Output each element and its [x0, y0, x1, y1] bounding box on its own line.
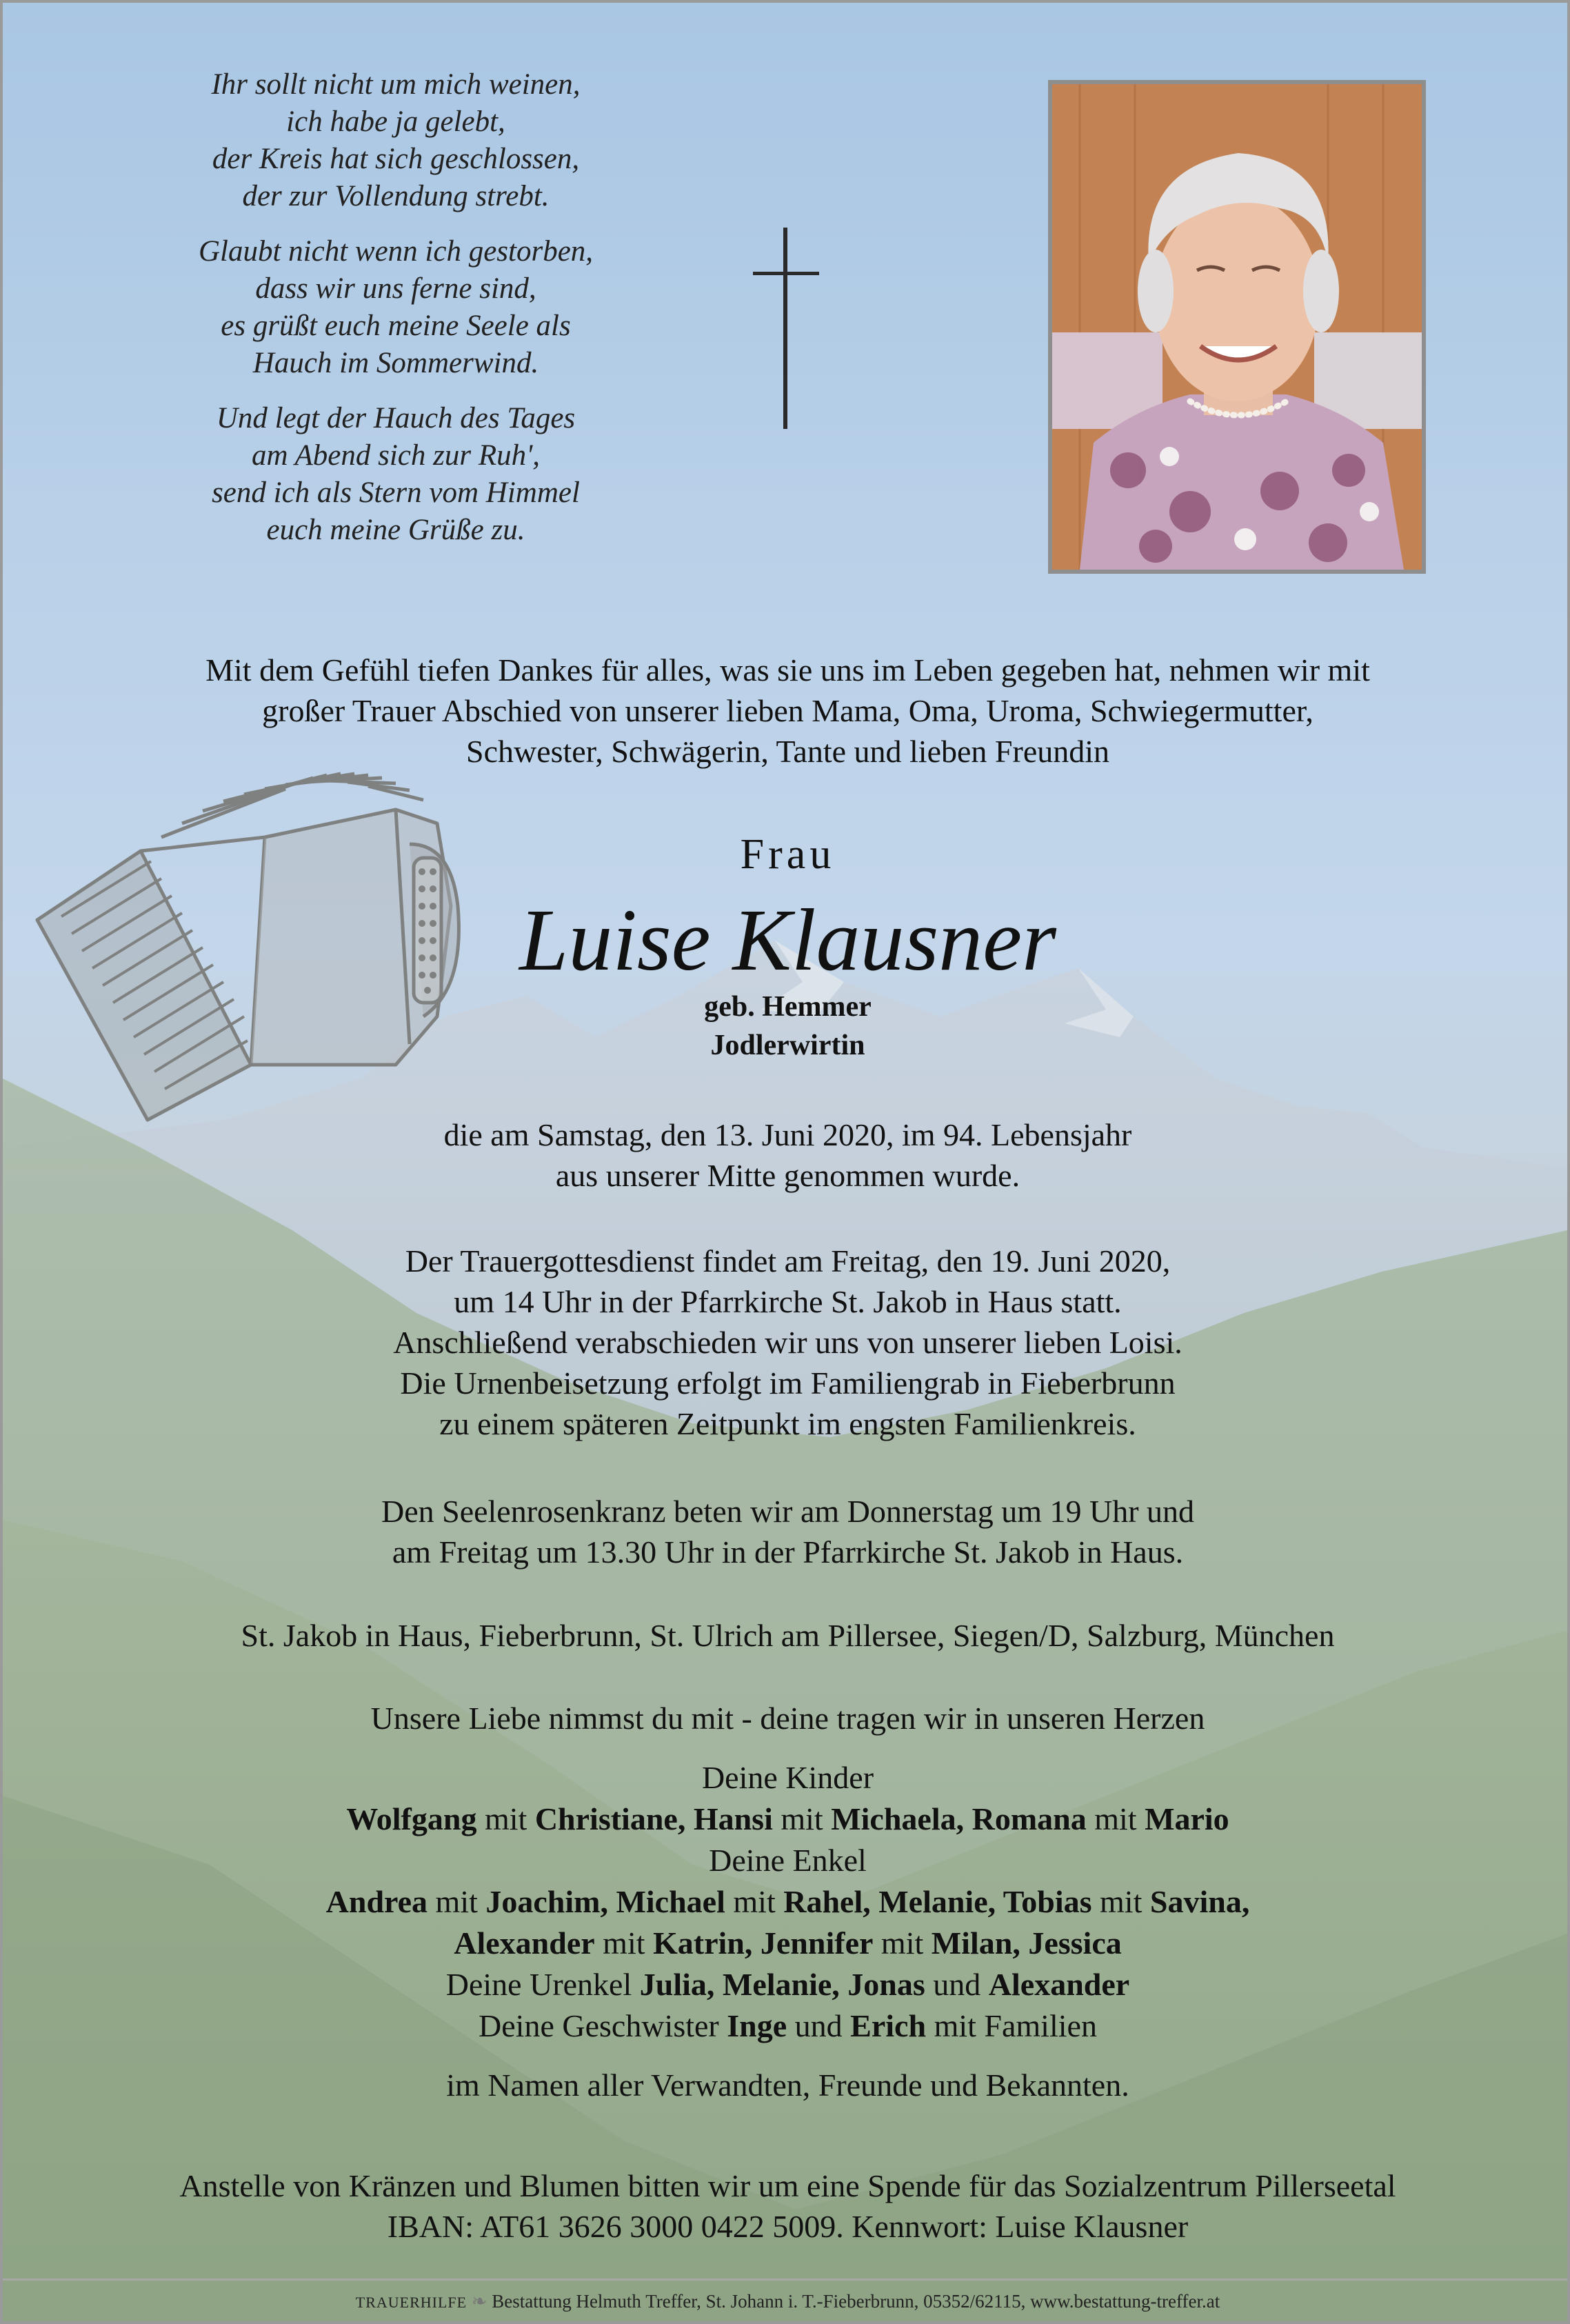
poem-line: euch meine Grüße zu. [266, 514, 525, 546]
intro-line: Mit dem Gefühl tiefen Dankes für alles, was sie uns im Leben gegeben hat, nehmen wir mit [205, 652, 1370, 688]
death-line: aus unserer Mitte genommen wurde. [555, 1158, 1020, 1193]
service-line: um 14 Uhr in der Pfarrkirche St. Jakob in Haus statt. [454, 1284, 1122, 1319]
family-member-name: Savina, [1149, 1884, 1250, 1919]
family-member-name: Alexander [454, 1925, 595, 1961]
family-connector: Deine Geschwister [479, 2008, 727, 2043]
grandchildren-label: Deine Enkel [709, 1843, 867, 1878]
poem-line: send ich als Stern vom Himmel [212, 477, 580, 509]
grandchildren-line [44, 1881, 1531, 1923]
family-member-name: Joachim, Michael [485, 1884, 725, 1919]
family-member-name: Wolfgang [346, 1801, 477, 1836]
family-member-name: Alexander [988, 1967, 1130, 2002]
poem [120, 66, 672, 567]
donation-notice [44, 2165, 1531, 2247]
family-member-name: Erich [850, 2008, 927, 2043]
family-member-name: Katrin, Jennifer [653, 1925, 874, 1961]
rosary-line: am Freitag um 13.30 Uhr in der Pfarrkirche St. Jakob in Haus. [392, 1534, 1184, 1570]
poem-stanza [120, 400, 672, 549]
deceased-name: Luise Klausner [519, 891, 1056, 989]
family-connector: mit [476, 1801, 535, 1836]
birth-name-block [44, 988, 1531, 1065]
relatives-line: im Namen aller Verwandten, Freunde und Bekannten. [446, 2067, 1129, 2103]
grandchildren-line [44, 1923, 1531, 1964]
nickname: Jodlerwirtin [710, 1030, 865, 1061]
leaf-icon: ❧ [471, 2291, 487, 2312]
poem-stanza [120, 233, 672, 382]
service-line: Die Urnenbeisetzung erfolgt im Familiengrab in Fieberbrunn [400, 1365, 1176, 1401]
children-line [44, 1799, 1531, 1840]
intro-text [44, 650, 1531, 772]
family-connector: mit [594, 1925, 654, 1961]
poem-line: Und legt der Hauch des Tages [216, 402, 576, 434]
intro-line: Schwester, Schwägerin, Tante und lieben Freundin [465, 734, 1110, 769]
birth-name: geb. Hemmer [704, 991, 872, 1023]
service-line: Der Trauergottesdienst findet am Freitag, den 19. Juni 2020, [405, 1243, 1171, 1279]
family-connector: Deine Urenkel [445, 1967, 640, 2002]
poem-line: es grüßt euch meine Seele als [221, 310, 571, 342]
poem-line: Hauch im Sommerwind. [252, 347, 539, 379]
family-connector: und [925, 1967, 989, 2002]
siblings-line [44, 2005, 1531, 2047]
portrait-photo [1048, 80, 1426, 574]
family-member-name: Christiane, Hansi [534, 1801, 773, 1836]
service-line: Anschließend verabschieden wir uns von unserer lieben Loisi. [393, 1325, 1182, 1360]
footer [3, 2291, 1570, 2312]
footer-text: Bestattung Helmuth Treffer, St. Johann i. T.-Fieberbrunn, 05352/62115, www.bestattung-treffer.at [492, 2291, 1220, 2312]
family-member-name: Julia, Melanie, Jonas [639, 1967, 925, 2002]
iban-line: IBAN: AT61 3626 3000 0422 5009. Kennwort: Luise Klausner [387, 2209, 1189, 2244]
love-quote: Unsere Liebe nimmst du mit - deine tragen wir in unseren Herzen [370, 1701, 1205, 1736]
donation-line: Anstelle von Kränzen und Blumen bitten wir um eine Spende für das Sozialzentrum Pillerseetal [179, 2168, 1396, 2203]
poem-line: Ihr sollt nicht um mich weinen, [211, 68, 581, 101]
poem-line: am Abend sich zur Ruh', [251, 439, 541, 472]
death-line: die am Samstag, den 13. Juni 2020, im 94. Lebensjahr [443, 1117, 1132, 1152]
poem-line: Glaubt nicht wenn ich gestorben, [198, 235, 594, 268]
family-connector: und [787, 2008, 851, 2043]
great-grandchildren-line [44, 1964, 1531, 2005]
family-list [44, 1757, 1531, 2047]
family-member-name: Inge [727, 2008, 787, 2043]
children-label: Deine Kinder [701, 1760, 874, 1795]
places: St. Jakob in Haus, Fieberbrunn, St. Ulrich am Pillersee, Siegen/D, Salzburg, München [241, 1618, 1335, 1653]
family-member-name: Milan, Jessica [931, 1925, 1122, 1961]
poem-line: der zur Vollendung strebt. [242, 180, 550, 212]
rosary-notice [44, 1491, 1531, 1572]
poem-line: der Kreis hat sich geschlossen, [212, 143, 580, 175]
family-connector: mit Familien [926, 2008, 1097, 2043]
rosary-line: Den Seelenrosenkranz beten wir am Donnerstag um 19 Uhr und [381, 1494, 1195, 1529]
funeral-service [44, 1241, 1531, 1444]
death-notice [44, 1114, 1531, 1196]
poem-line: dass wir uns ferne sind, [255, 272, 536, 305]
cross-icon [753, 228, 819, 429]
family-member-name: Michaela, Romana [831, 1801, 1087, 1836]
footer-brand: TRAUERHILFE [355, 2294, 467, 2311]
family-member-name: Andrea [325, 1884, 428, 1919]
family-connector: mit [772, 1801, 832, 1836]
family-connector: mit [725, 1884, 784, 1919]
poem-stanza [120, 66, 672, 215]
portrait-image [1052, 84, 1422, 570]
family-member-name: Mario [1145, 1801, 1229, 1836]
family-member-name: Rahel, Melanie, Tobias [783, 1884, 1092, 1919]
service-line: zu einem späteren Zeitpunkt im engsten Familienkreis. [439, 1406, 1136, 1441]
footer-divider [3, 2278, 1570, 2281]
family-connector: mit [873, 1925, 932, 1961]
intro-line: großer Trauer Abschied von unserer lieben Mama, Oma, Uroma, Schwiegermutter, [262, 693, 1314, 728]
family-connector: mit [1086, 1801, 1145, 1836]
salutation: Frau [740, 831, 836, 878]
family-connector: mit [1091, 1884, 1150, 1919]
poem-line: ich habe ja gelebt, [286, 106, 505, 138]
family-connector: mit [427, 1884, 486, 1919]
